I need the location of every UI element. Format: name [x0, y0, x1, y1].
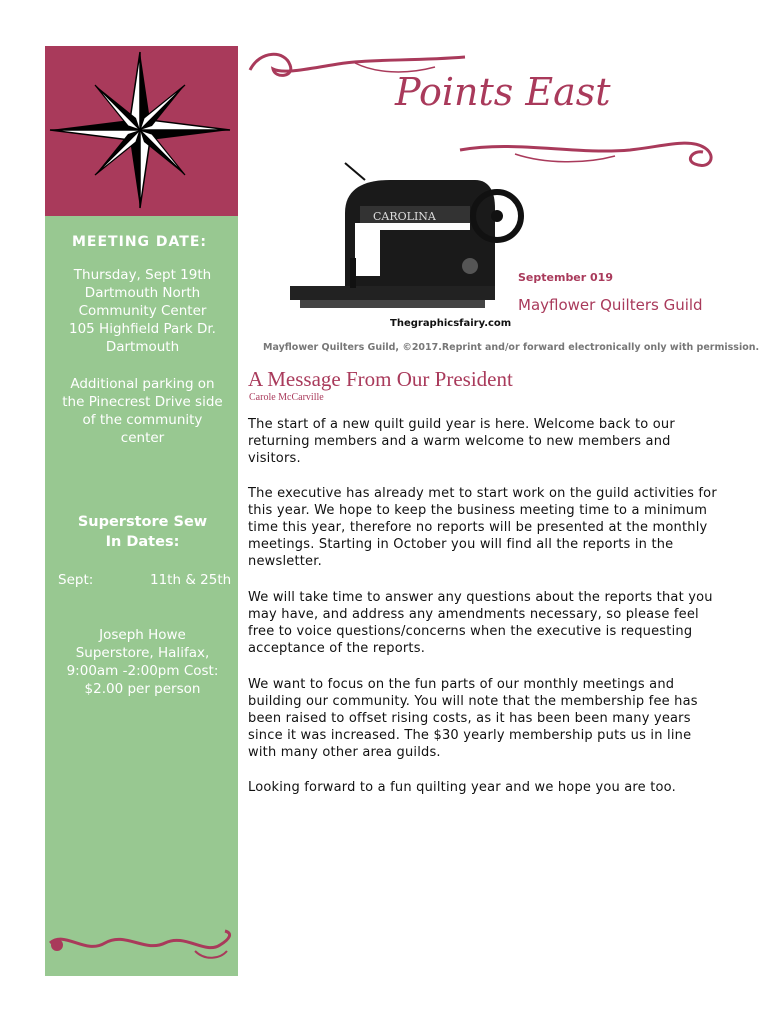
- article-paragraph: [248, 485, 723, 570]
- meeting-line: 105 Highfield Park Dr.: [69, 321, 216, 337]
- parking-note: [55, 375, 230, 447]
- paragraph-text: Looking forward to a fun quilting year and we hope you are too.: [248, 780, 676, 795]
- parking-line: Additional parking on: [70, 376, 215, 392]
- image-credit: Thegraphicsfairy.com: [390, 318, 512, 329]
- sew-location: [55, 626, 230, 698]
- sew-heading-line: Superstore Sew: [77, 514, 208, 530]
- sew-month: Sept:: [58, 572, 94, 588]
- copyright-notice: Mayflower Quilters Guild, ©2017.Reprint and/or forward electronically only with permission.: [263, 342, 760, 353]
- sew-days: 11th & 25th: [150, 572, 232, 588]
- location-line: Superstore, Halifax,: [75, 645, 210, 661]
- issue-date: September 019: [518, 271, 613, 284]
- meeting-date-heading: MEETING DATE:: [72, 234, 207, 250]
- parking-line: center: [120, 430, 165, 446]
- location-line: 9:00am -2:00pm Cost:: [66, 663, 219, 679]
- meeting-line: Community Center: [78, 303, 207, 319]
- meeting-line: Dartmouth: [105, 339, 180, 355]
- flourish-swirl-icon: [45, 925, 238, 965]
- paragraph-text: We want to focus on the fun parts of our monthly meetings and building our community. You will note that the membership fee has been raised to offset rising costs, as it has been been many years since it was increased. The $30 yearly membership puts us in line with many other area guilds.: [248, 677, 698, 760]
- sew-heading-line: In Dates:: [105, 534, 180, 550]
- article-paragraph: [248, 779, 723, 796]
- article-paragraph: [248, 416, 723, 467]
- article-paragraph: [248, 676, 723, 761]
- parking-line: the Pinecrest Drive side: [62, 394, 223, 410]
- meeting-line: Thursday, Sept 19th: [73, 267, 212, 283]
- article-author: Carole McCarville: [249, 392, 324, 403]
- compass-star-icon: [45, 48, 238, 216]
- paragraph-text: The executive has already met to start work on the guild activities for this year. We hope to keep the business meeting time to a minimum time this year, therefore no reports will be presented at the monthly meetings. Starting in October you will find all the reports in the newsletter.: [248, 486, 717, 569]
- sewing-machine-illustration: [285, 158, 525, 323]
- parking-line: of the community: [82, 412, 203, 428]
- location-line: $2.00 per person: [84, 681, 201, 697]
- paragraph-text: We will take time to answer any questions about the reports that you may have, and address any amendments necessary, so please feel free to voice questions/concerns when the executive is requesting acceptance of the reports.: [248, 590, 713, 656]
- article-title: A Message From Our President: [248, 367, 513, 391]
- superstore-sew-heading: [55, 512, 230, 552]
- newsletter-logo: Points East: [395, 70, 611, 114]
- paragraph-text: The start of a new quilt guild year is here. Welcome back to our returning members and a warm welcome to new members and visitors.: [248, 417, 675, 466]
- meeting-details: [55, 266, 230, 356]
- article-paragraph: [248, 589, 723, 657]
- guild-name: Mayflower Quilters Guild: [518, 296, 703, 314]
- location-line: Joseph Howe: [99, 627, 186, 643]
- meeting-line: Dartmouth North: [84, 285, 201, 301]
- svg-text:CAROLINA: CAROLINA: [373, 210, 436, 223]
